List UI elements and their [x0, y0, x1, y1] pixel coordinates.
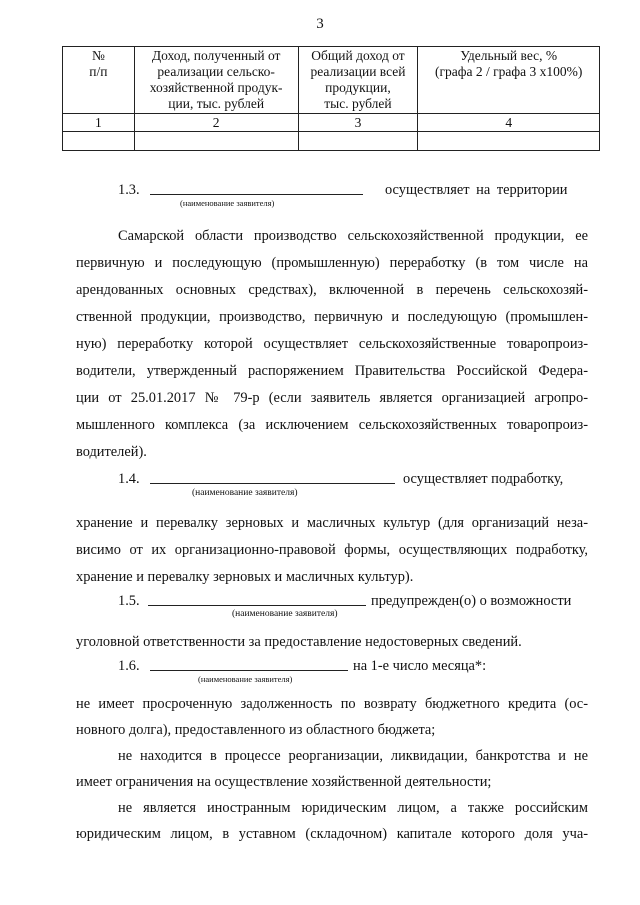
column-number: 2 [134, 114, 298, 132]
applicant-name-field[interactable] [148, 591, 366, 606]
paragraph-line: ственной продукции, производство, первичную и последующую (промышлен- [76, 309, 588, 325]
page-number: 3 [316, 16, 324, 32]
header-line: хозяйственной продук- [149, 80, 283, 95]
applicant-name-field[interactable] [150, 469, 395, 484]
section-tail-text: на 1-е число месяца*: [353, 658, 487, 674]
paragraph-line: висимо от их организационно-правовой формы, осуществляющих подработку, [76, 542, 588, 558]
header-line: тыс. рублей [324, 96, 392, 111]
paragraph-line: ную) переработку которой осуществляет сельскохозяйственные товаропроиз- [76, 336, 588, 352]
table-cell[interactable] [63, 132, 135, 151]
header-line: Удельный вес, % [460, 48, 558, 63]
paragraph-line: хранение и перевалку зерновых и масличных культур). [76, 569, 414, 585]
paragraph-line: водителей). [76, 444, 147, 460]
column-number-row [63, 114, 600, 132]
paragraph-line: мышленного комплекса (за исключением сельскохозяйственных товаропроиз- [76, 417, 588, 433]
paragraph-line: первичную и последующую (промышленную) переработку (в том числе на [76, 255, 588, 271]
table-cell[interactable] [298, 132, 418, 151]
header-line: Общий доход от [311, 48, 405, 63]
header-line: п/п [89, 64, 108, 79]
paragraph-line: юридическим лицом, в уставном (складочном) капитале которого доля уча- [76, 826, 588, 842]
table-header-row [63, 47, 600, 114]
header-cell [298, 47, 418, 114]
field-caption: (наименование заявителя) [192, 488, 298, 498]
paragraph-line: ции от 25.01.2017 № 79-р (если заявитель является организацией агропро- [76, 390, 588, 406]
section-number: 1.4. [118, 471, 140, 487]
table-cell[interactable] [418, 132, 600, 151]
header-line: продукции, [325, 80, 391, 95]
section-number: 1.6. [118, 658, 140, 674]
paragraph-line: арендованных основных средствах), включенной в перечень сельскохозяй- [76, 282, 588, 298]
column-number: 1 [63, 114, 135, 132]
header-line: реализации сельско- [157, 64, 275, 79]
header-cell [134, 47, 298, 114]
table-cell[interactable] [134, 132, 298, 151]
column-number: 3 [298, 114, 418, 132]
paragraph-line: водители, утвержденный распоряжением Правительства Российской Федера- [76, 363, 588, 379]
field-caption: (наименование заявителя) [180, 198, 275, 208]
section-tail-text: предупрежден(о) о возможности [371, 593, 572, 609]
field-caption: (наименование заявителя) [232, 609, 338, 619]
header-cell [418, 47, 600, 114]
column-number: 4 [418, 114, 600, 132]
header-line: ции, тыс. рублей [168, 96, 265, 111]
header-line: Доход, полученный от [151, 48, 281, 63]
paragraph-line: не находится в процессе реорганизации, ликвидации, банкротства и не [118, 748, 588, 764]
table-row [63, 132, 600, 151]
field-caption: (наименование заявителя) [198, 674, 293, 684]
section-tail-text: осуществляет на территории [385, 182, 568, 198]
paragraph-line: хранение и перевалку зерновых и масличных культур (для организаций неза- [76, 515, 588, 531]
applicant-name-field[interactable] [150, 656, 348, 671]
applicant-name-field[interactable] [150, 180, 363, 195]
header-line: (графа 2 / графа 3 х100%) [434, 64, 583, 79]
paragraph-line: не является иностранным юридическим лицом, а также российским [118, 800, 588, 816]
section-number: 1.3. [118, 182, 140, 198]
header-line: реализации всей [310, 64, 406, 79]
header-cell [63, 47, 135, 114]
paragraph-line: не имеет просроченную задолженность по возврату бюджетного кредита (ос- [76, 696, 588, 712]
paragraph-line: Самарской области производство сельскохозяйственной продукции, ее [118, 228, 588, 244]
section-number: 1.5. [118, 593, 140, 609]
income-table [62, 46, 600, 151]
paragraph-line: уголовной ответственности за предоставление недостоверных сведений. [76, 634, 522, 650]
paragraph-line: новного долга), предоставленного из областного бюджета; [76, 722, 436, 738]
paragraph-line: имеет ограничения на осуществление хозяйственной деятельности; [76, 774, 492, 790]
header-line: № [91, 48, 105, 63]
section-tail-text: осуществляет подработку, [403, 471, 564, 487]
